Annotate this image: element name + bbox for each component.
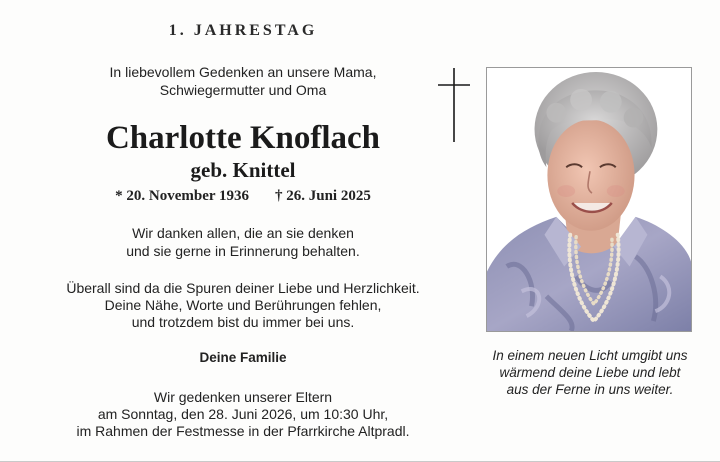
mass-line: Wir gedenken unserer Eltern: [153, 389, 333, 405]
birth-date: * 20. November 1936: [115, 188, 249, 204]
life-dates: [38, 186, 448, 206]
poem-text: [38, 280, 448, 331]
deceased-name: Charlotte Knoflach: [105, 120, 381, 156]
caption-line: aus der Ferne in uns weiter.: [506, 382, 674, 397]
latin-cross-icon: [438, 68, 470, 142]
death-date: † 26. Juni 2025: [275, 188, 371, 204]
intro-text: [38, 63, 448, 99]
mass-line: im Rahmen der Festmesse in der Pfarrkirche Altpradl.: [76, 423, 410, 439]
memorial-mass-text: [38, 389, 448, 440]
poem-line: Überall sind da die Spuren deiner Liebe und Herzlichkeit.: [66, 280, 420, 296]
intro-line: Schwiegermutter und Oma: [159, 82, 327, 98]
mass-line: am Sonntag, den 28. Juni 2026, um 10:30 Uhr,: [97, 406, 389, 422]
thanks-line: und sie gerne in Erinnerung behalten.: [126, 243, 360, 259]
thanks-line: Wir danken allen, die an sie denken: [132, 225, 354, 241]
poem-line: und trotzdem bist du immer bei uns.: [131, 314, 355, 330]
anniversary-heading: 1. JAHRESTAG: [168, 22, 318, 39]
portrait-photo: [486, 67, 692, 332]
maiden-name: geb. Knittel: [190, 158, 296, 182]
family-signature: Deine Familie: [199, 350, 287, 365]
poem-line: Deine Nähe, Worte und Berührungen fehlen,: [104, 297, 382, 313]
photo-caption: [470, 347, 710, 398]
portrait-illustration: [487, 68, 691, 331]
intro-line: In liebevollem Gedenken an unsere Mama,: [109, 64, 377, 80]
thanks-text: [38, 224, 448, 260]
caption-line: In einem neuen Licht umgibt uns: [492, 348, 688, 363]
caption-line: wärmend deine Liebe und lebt: [499, 365, 681, 380]
